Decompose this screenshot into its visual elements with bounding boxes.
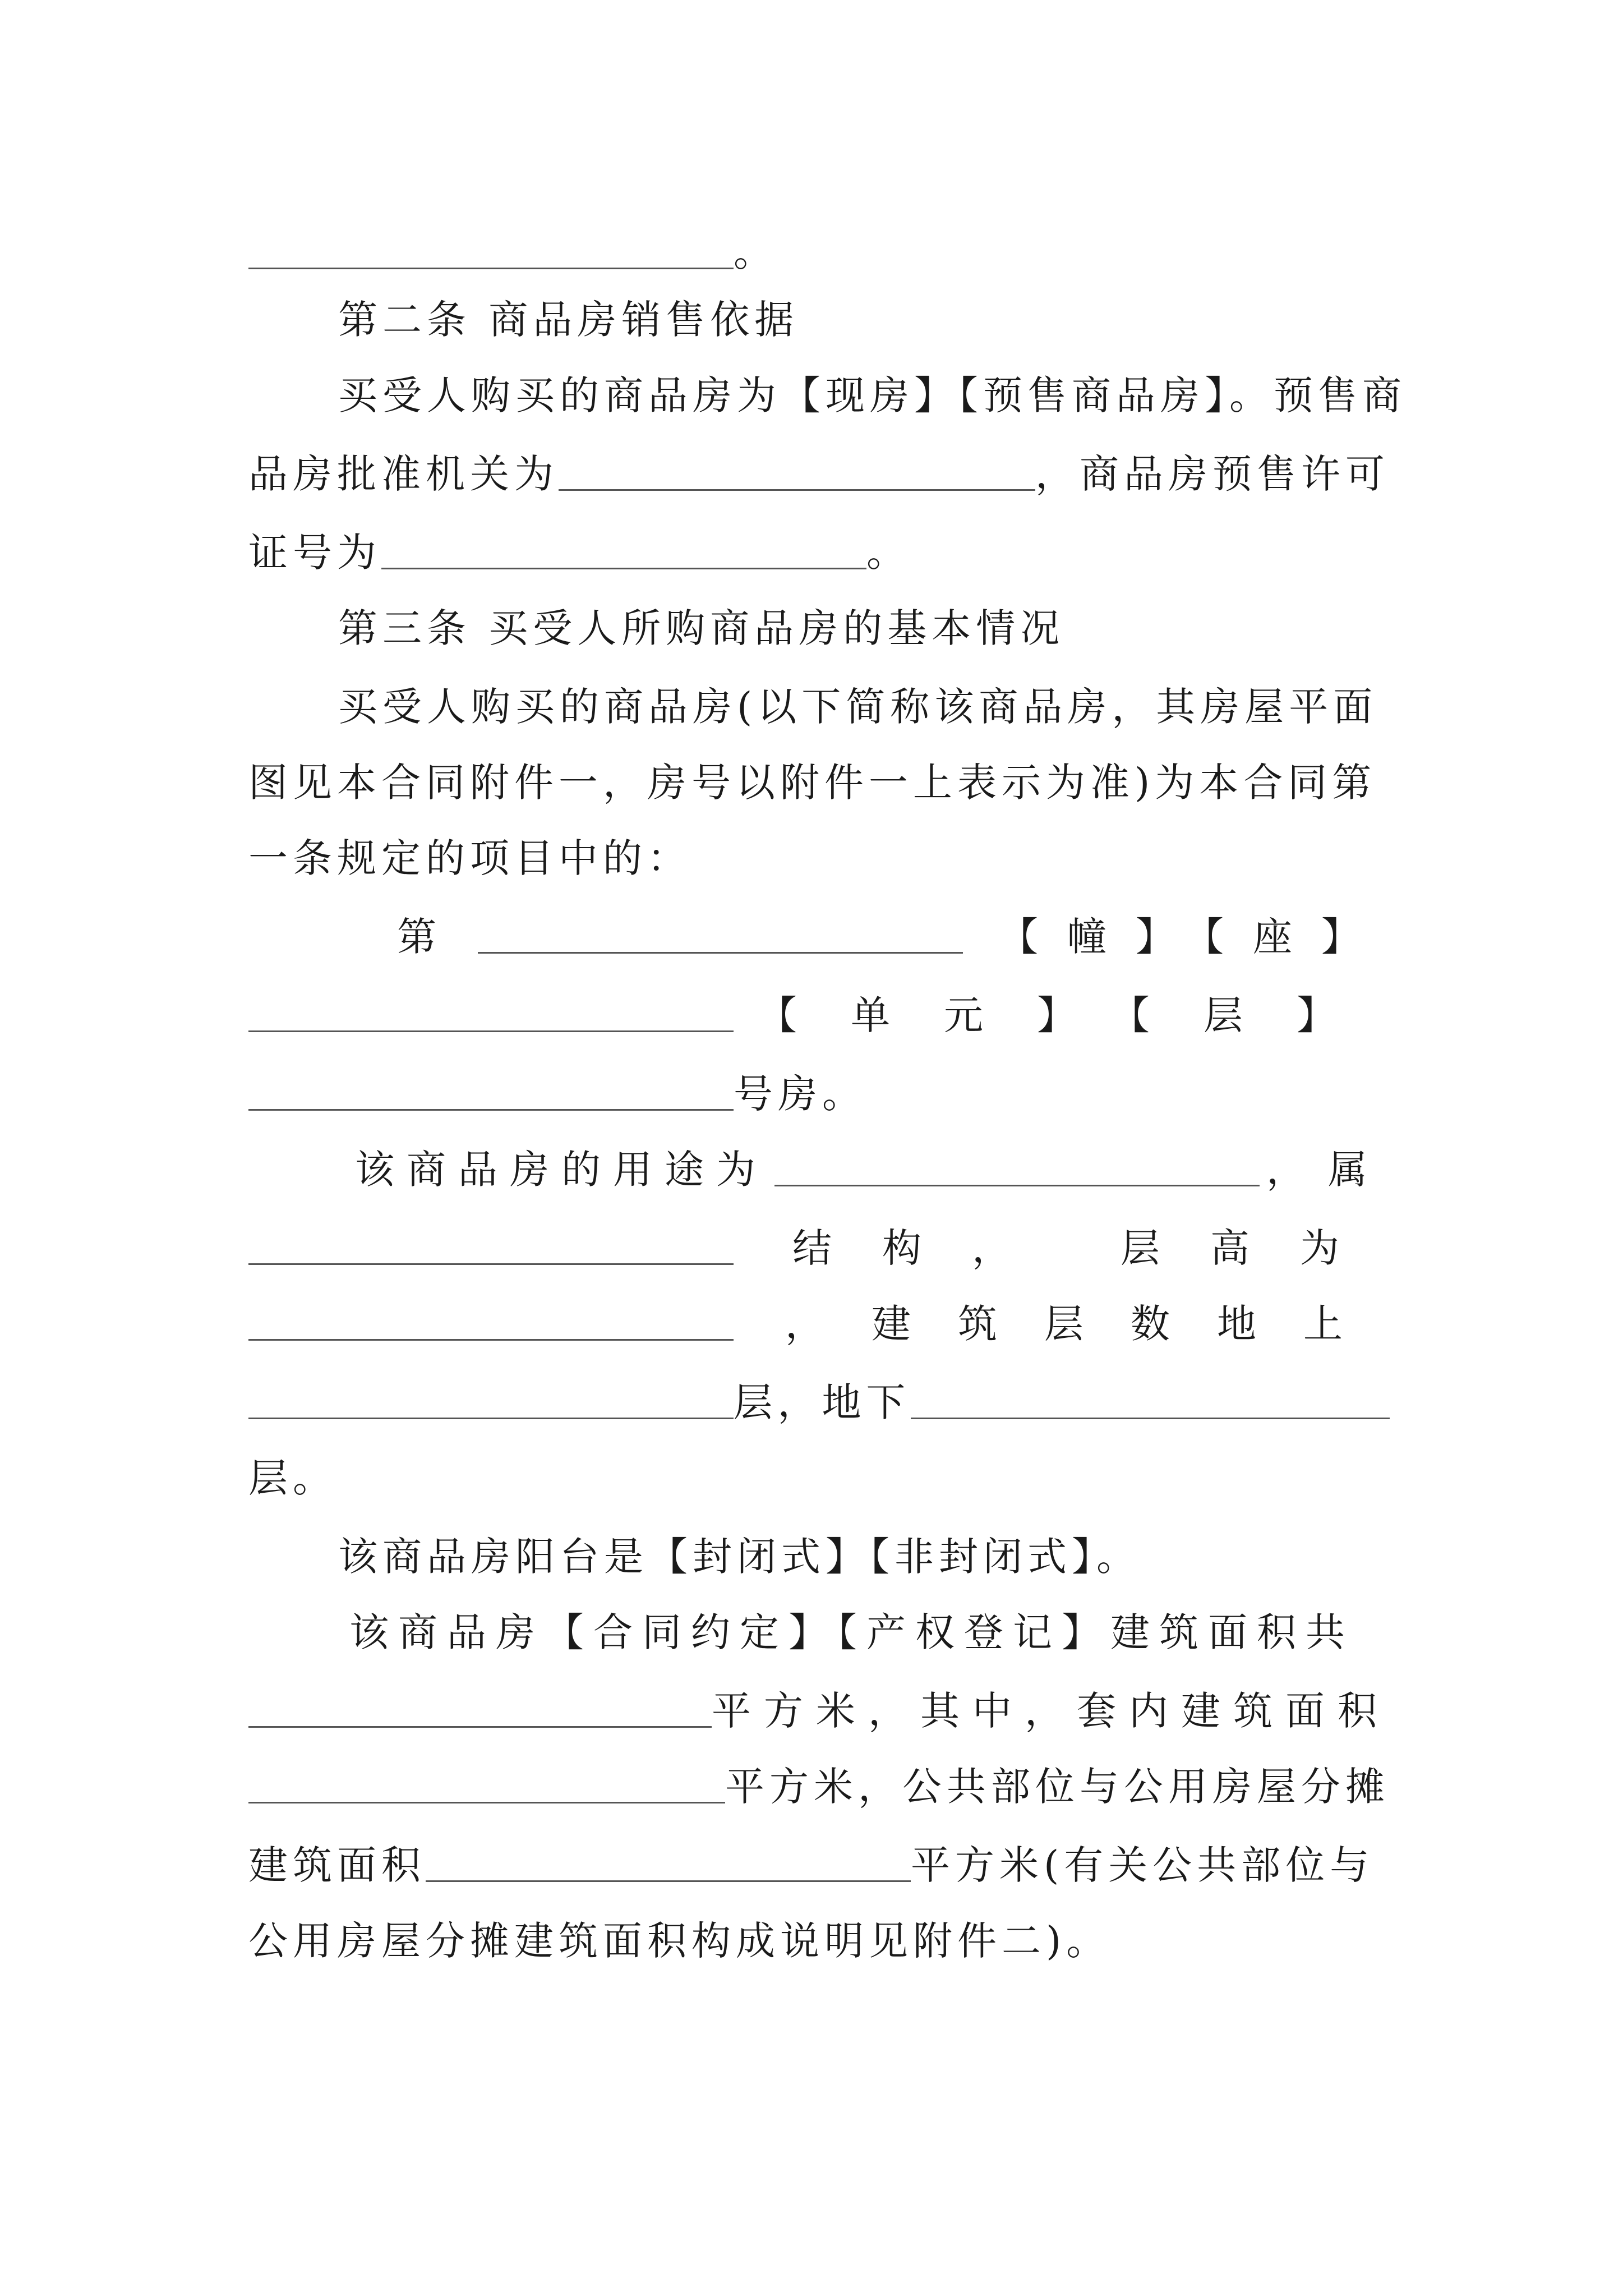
para-text: ，建筑层数地上 xyxy=(785,1301,1390,1347)
total-area-field[interactable] xyxy=(248,1695,712,1728)
para-text: 第 xyxy=(397,914,441,960)
inner-area-field[interactable] xyxy=(248,1770,725,1803)
para-text: 结构， xyxy=(792,1225,1062,1271)
article-2-title xyxy=(338,280,1390,359)
para-text: 。 xyxy=(866,530,911,576)
blank-line-end xyxy=(248,213,1390,292)
blank-field[interactable] xyxy=(248,236,734,269)
para-text: 一条规定的项目中的： xyxy=(248,835,691,881)
para-text: 层。 xyxy=(248,1455,337,1501)
area-line-3 xyxy=(248,1747,1390,1826)
approval-authority-field[interactable] xyxy=(559,458,1035,491)
para-text: 该商品房的用途为 xyxy=(355,1147,768,1193)
floor-height-field[interactable] xyxy=(248,1308,734,1341)
article-3-para-line-1 xyxy=(338,668,1390,746)
use-line-3 xyxy=(248,1285,1390,1363)
structure-field[interactable] xyxy=(248,1232,734,1265)
area-line-4 xyxy=(248,1826,1390,1904)
article-2-para-line-2 xyxy=(248,435,1390,513)
permit-number-field[interactable] xyxy=(381,536,866,569)
use-line-4 xyxy=(248,1363,1390,1442)
area-line-5 xyxy=(248,1902,1390,1980)
para-text: 买受人购买的商品房(以下简称该商品房，其房屋平面 xyxy=(338,684,1378,730)
usage-field[interactable] xyxy=(774,1153,1260,1186)
para-text: 证号为 xyxy=(248,530,381,576)
para-text: 该商品房【合同约定】【产权登记】建筑面积共 xyxy=(349,1609,1354,1655)
article-2-title-text: 第二条 商品房销售依据 xyxy=(338,297,799,343)
article-3-title-text: 第三条 买受人所购商品房的基本情况 xyxy=(338,605,1065,651)
article-2-para-line-1 xyxy=(338,356,1407,435)
para-text: 该商品房阳台是【封闭式】【非封闭式】。 xyxy=(338,1534,1141,1580)
para-text: ，商品房预售许可 xyxy=(1035,451,1390,497)
floors-below-field[interactable] xyxy=(911,1386,1390,1419)
para-text: 层高为 xyxy=(1121,1225,1390,1271)
para-text: 公用房屋分摊建筑面积构成说明见附件二)。 xyxy=(248,1918,1111,1964)
area-line-1 xyxy=(349,1593,1390,1672)
use-line-1 xyxy=(355,1130,1390,1209)
use-line-5 xyxy=(248,1439,1390,1517)
unit-number-field[interactable] xyxy=(248,999,734,1032)
room-line-2 xyxy=(248,976,1390,1055)
para-text: 平方米，其中，套内建筑面积 xyxy=(712,1688,1390,1734)
para-text: 【单元】【层】 xyxy=(758,992,1390,1038)
balcony-line xyxy=(338,1517,1390,1596)
use-line-2 xyxy=(248,1209,1390,1287)
para-text: 【幢】【座】 xyxy=(999,914,1390,960)
para-text: 平方米(有关公共部位与 xyxy=(911,1842,1375,1888)
para-text: 号房。 xyxy=(734,1071,866,1117)
article-3-para-line-3 xyxy=(248,819,1390,898)
para-text: 图见本合同附件一，房号以附件一上表示为准)为本合同第 xyxy=(248,760,1377,806)
area-line-2 xyxy=(248,1672,1390,1750)
article-2-para-line-3 xyxy=(248,513,1390,592)
floors-above-field[interactable] xyxy=(248,1386,734,1419)
room-line-1 xyxy=(397,898,1390,976)
para-text: 层，地下 xyxy=(733,1379,911,1425)
building-number-field[interactable] xyxy=(478,921,963,954)
shared-area-field[interactable] xyxy=(426,1849,911,1882)
article-3-title xyxy=(338,589,1390,668)
room-number-field[interactable] xyxy=(248,1078,734,1111)
para-text: 平方米，公共部位与公用房屋分摊 xyxy=(725,1764,1390,1810)
para-text: 买受人购买的商品房为【现房】【预售商品房】。预售商 xyxy=(338,372,1407,418)
room-line-3 xyxy=(248,1055,1390,1133)
article-3-para-line-2 xyxy=(248,743,1390,822)
para-text: ，属 xyxy=(1266,1147,1390,1193)
para-text: 品房批准机关为 xyxy=(248,451,559,497)
para-text: 建筑面积 xyxy=(248,1842,426,1888)
period: 。 xyxy=(734,229,778,275)
